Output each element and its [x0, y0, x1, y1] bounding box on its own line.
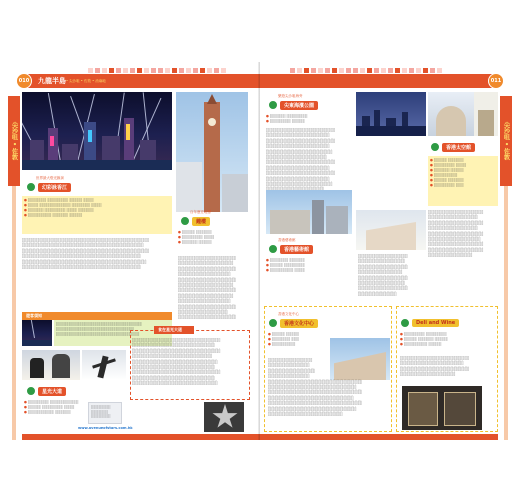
deli-wine-info: ● ░░░░░░░░ ░░░░░░░░ ● ░░░░░ ░░░░░░ ░░░░░ ● ░░░░░░░░░ ░░░░░	[400, 332, 448, 346]
food-info-text: ░░░░░░░░░░░░░░░░░░░░░░░░░░░░░░░░ ░░░░░░░░░░░░░░░░░░░░░░░░░░░░░░ ░░░░░░░░░░░░░░░░░░░░░░░░░░░░░░░░ ░░░░░░░░░░░░░░░░░░░░░░░░░░░░░ ░░░░░░░░░░░░░░░░░░░░░░░░░░░░░░░ ░░░░░░░░░░░░░░░░░░░░░░░░░░░░░░ ░░░░░░░░░░░░░░░░░░░░░░░░░░░░░░░░ ░░░░░░░░░░░░░░░░░░░░░░░░░░░░░░ ░░░░░░░░░░░░░░░░░░░░░░░░░░░░░░░	[132, 338, 221, 386]
spot-badge	[180, 216, 190, 226]
side-stripe	[12, 186, 16, 440]
waterfront-body: ░░░░░░░░░░░░░░░░░░░░░░░░░ ░░░░░░░░░░░░░░░░░░░░░░░ ░░░░░░░░░░░░░░░░░░░░░░░░░ ░░░░░░░░░░░░░░░░░░░░░░░ ░░░░░░░░░░░░░░░░░░░░░░░░ ░░░░░░░░░░░░░░░░░░░░░░ ░░░░░░░░░░░░░░░░░░░░░░░░░ ░░░░░░░░░░░░░░░░░░░░░░░ ░░░░░░░░░░░░░░░░░░░░░░░░░ ░░░░░░░░░░░░░░░░░░░░░░░ ░░░░░░░░░░░░░░░░░░░░░░░░	[266, 128, 336, 187]
spot-badge	[268, 244, 278, 254]
bruce-lee-statue-photo	[82, 350, 126, 380]
spot-avenue-of-stars	[26, 386, 66, 396]
side-tab: 尖沙咀 • 佐敦	[8, 96, 20, 186]
symphony-info: ● ░░░░░░░ ░░░░░░░░ ░░░░░ ░░░░ ● ░░░░ ░░░░░░░░░░░░ ░░░░░░░ ░░░░ ● ░░░░░░ ░░░░░░░░ ░░░░ ░░░░░░ ● ░░░░░░░░░ ░░░░░░ ░░░░░	[24, 198, 102, 217]
tips-text: ░░░░░░░░░░░░░░░░░░░░░░░░░░░░░░░░░ ░░░░░░░░░░░░░░░░░░░░░░░░░░░░░░ ░░░░░░░░░░░░░░░░░░░░░░░░░░░░░░░░	[56, 322, 143, 336]
art-museum-body: ░░░░░░░░░░░░░░░░░░ ░░░░░░░░░░░░░░░░░ ░░░░░░░░░░░░░░░░░░ ░░░░░░░░░░░░░░░░ ░░░░░░░░░░░░░░░░░░ ░░░░░░░░░░░░░░░░░ ░░░░░░░░░░░░░░░░░░ ░░░░░░░░░░░░░░	[358, 254, 408, 296]
waterfront-info: ● ░░░░░░ ░░░░░░░░ ● ░░░░░░░░ ░░░░░	[266, 114, 308, 123]
symphony-body-text: ░░░░░░░░░░░░░░░░░░░░░░░░░░░░░░░░░░░░░░░░░░░░░░ ░░░░░░░░░░░░░░░░░░░░░░░░░░░░░░░░░░░░░░░░░░░░ ░░░░░░░░░░░░░░░░░░░░░░░░░░░░░░░░░░░░░░░░░░░░░░ ░░░░░░░░░░░░░░░░░░░░░░░░░░░░░░░░░░░░░░░░░░░ ░░░░░░░░░░░░░░░░░░░░░░░░░░░░░░░░░░░░░░░░░░░░░ ░░░░░░░░░░░░░░░░░░░░░░░░░░░░░░░░░░░░░░░░░░░	[22, 238, 150, 270]
side-stripe	[504, 186, 508, 440]
space-museum-photo	[428, 92, 474, 136]
clock-tower-info: ● ░░░░░ ░░░░░░ ● ░░░░░░░░ ░░░░ ● ░░░░░░ ░░░░░	[178, 230, 215, 244]
spot-name: 星光大道	[38, 387, 66, 396]
spot-badge	[26, 182, 36, 192]
spot-kicker: 香港文化中心	[278, 312, 299, 316]
art-museum-info: ● ░░░░░░░ ░░░░░░ ● ░░░░░ ░░░░░░░░ ● ░░░░░░░░░ ░░░░	[266, 258, 306, 272]
page-title: 九龍半島	[38, 77, 66, 85]
spot-kicker: 百年歷史地標	[190, 210, 211, 214]
spot-badge	[268, 100, 278, 110]
spot-name: 香港藝術館	[280, 245, 313, 254]
deli-wine-photo	[402, 386, 482, 430]
cultural-centre-photo	[356, 210, 426, 250]
bottom-band	[22, 434, 260, 440]
spot-symphony	[26, 176, 71, 192]
spot-name: 尖東海濱公園	[280, 101, 318, 110]
avenue-of-stars-photo-1	[22, 350, 80, 380]
spot-waterfront-park	[268, 94, 318, 110]
star-sculpture-photo	[204, 402, 244, 432]
symphony-of-lights-photo	[22, 92, 172, 170]
spot-badge	[430, 142, 440, 152]
tips-photo	[22, 320, 52, 346]
header-bar	[260, 74, 498, 88]
deli-wine-body: ░░░░░░░░░░░░░░░░░░░░░░░░░ ░░░░░░░░░░░░░░░░░░░░░░░ ░░░░░░░░░░░░░░░░░░░░░░░░░ ░░░░░░░░░░░░░░░░░░░░	[400, 356, 470, 377]
clock-tower-body: ░░░░░░░░░░░░░░░░░░░░░ ░░░░░░░░░░░░░░░░░░░░ ░░░░░░░░░░░░░░░░░░░░░ ░░░░░░░░░░░░░░░░░░░ ░░░░░░░░░░░░░░░░░░░░░ ░░░░░░░░░░░░░░░░░░░░ ░░░░░░░░░░░░░░░░░░░░░ ░░░░░░░░░░░░░░░░░░░░ ░░░░░░░░░░░░░░░░░░░ ░░░░░░░░░░░░░░░░░░░░░ ░░░░░░░░░░░░░░░░░░ ░░░░░░░░░░░░░░░░░░░░░	[178, 256, 237, 320]
spot-space-museum	[430, 142, 475, 152]
spot-badge	[268, 318, 278, 328]
waterfront-photo	[356, 92, 426, 136]
spot-badge	[400, 318, 410, 328]
page-header	[8, 68, 260, 94]
page-subtitle: • 尖沙咀 • 佐敦 • 油麻地	[66, 79, 106, 83]
right-page	[260, 62, 512, 440]
avenue-website[interactable]: www.avenueofstars.com.hk	[78, 426, 133, 430]
spot-cultural-centre	[268, 312, 318, 328]
page-number: 010	[16, 73, 32, 89]
tips-title: 遊客須知	[26, 313, 42, 318]
cultural-centre-body: ░░░░░░░░░░░░░░░░ ░░░░░░░░░░░░░░░ ░░░░░░░░░░░░░░░░░ ░░░░░░░░░░░░░░░ ░░░░░░░░░░░░░░░░░░░░░░░░░░░░░░░░░░ ░░░░░░░░░░░░░░░░░░░░░░░░░░░░░░░░ ░░░░░░░░░░░░░░░░░░░░░░░░░░░░░░░░░░ ░░░░░░░░░░░░░░░░░░░░░░░░░░░░░░░ ░░░░░░░░░░░░░░░░░░░░░░░░░░░░░░░░░░ ░░░░░░░░░░░░░░░░░░░░░░░░░░░░░░░░ ░░░░░░░░░░░░░░░░░░░░░░░░░░░	[268, 358, 362, 417]
spot-art-museum	[268, 238, 313, 254]
spot-kicker: 香港藝術館	[278, 238, 296, 242]
bottom-band	[260, 434, 498, 440]
page-number: 011	[488, 73, 504, 89]
avenue-info: ● ░░░░░░░░ ░░░░░░░░░░░ ● ░░░░░ ░░░░░░░░ ░░░░ ● ░░░░░░░░░░ ░░░░░░	[24, 400, 79, 414]
tips-bar	[22, 312, 172, 320]
spot-clock-tower	[180, 210, 211, 226]
art-museum-photo	[266, 190, 352, 234]
spot-badge	[26, 386, 36, 396]
spot-kicker: 世界最大燈光匯演	[36, 176, 64, 180]
cultural-centre-info: ● ░░░░░ ░░░░░ ● ░░░░░░░ ░░░ ● ░░░░░░░░░	[268, 332, 300, 346]
spot-kicker: 樂遊尖沙咀海旁	[278, 94, 303, 98]
magazine-spread	[8, 62, 512, 440]
space-museum-body: ░░░░░░░░░░░░░░░░░░░░ ░░░░░░░░░░░░░░░░░░ ░░░░░░░░░░░░░░░░░░░░ ░░░░░░░░░░░░░░░░░░ ░░░░░░░░░░░░░░░░░░░░ ░░░░░░░░░░░░░░░░░░░ ░░░░░░░░░░░░░░░░░░░░ ░░░░░░░░░░░░░░░░░░░░ ░░░░░░░░░░░░░░░░	[428, 210, 484, 258]
spot-name: 香港太空館	[442, 143, 475, 152]
space-museum-photo-2	[474, 92, 498, 136]
side-note: ░░░░░░░░ ░░░░░░░ ░░░░░░░░	[88, 402, 122, 424]
clock-tower-photo	[176, 92, 248, 212]
spot-deli-wine	[400, 318, 459, 328]
page-header	[260, 68, 512, 94]
spot-name: Deli and Wine	[412, 319, 459, 327]
left-page	[8, 62, 260, 440]
spot-name: 香港文化中心	[280, 319, 318, 328]
spot-name: 鐘樓	[192, 217, 210, 226]
side-tab: 尖沙咀 • 佐敦	[500, 96, 512, 186]
spot-name: 幻彩詠香江	[38, 183, 71, 192]
space-museum-info: ● ░░░░░ ░░░░░░ ● ░░░░░░░░ ░░░░ ● ░░░░░░ ░░░░░ ● ░░░░░░░░░ ● ░░░░░ ░░░░░░ ● ░░░░░░░░ ░░░	[430, 158, 467, 187]
food-info-title: 食在星光大道	[154, 326, 194, 334]
